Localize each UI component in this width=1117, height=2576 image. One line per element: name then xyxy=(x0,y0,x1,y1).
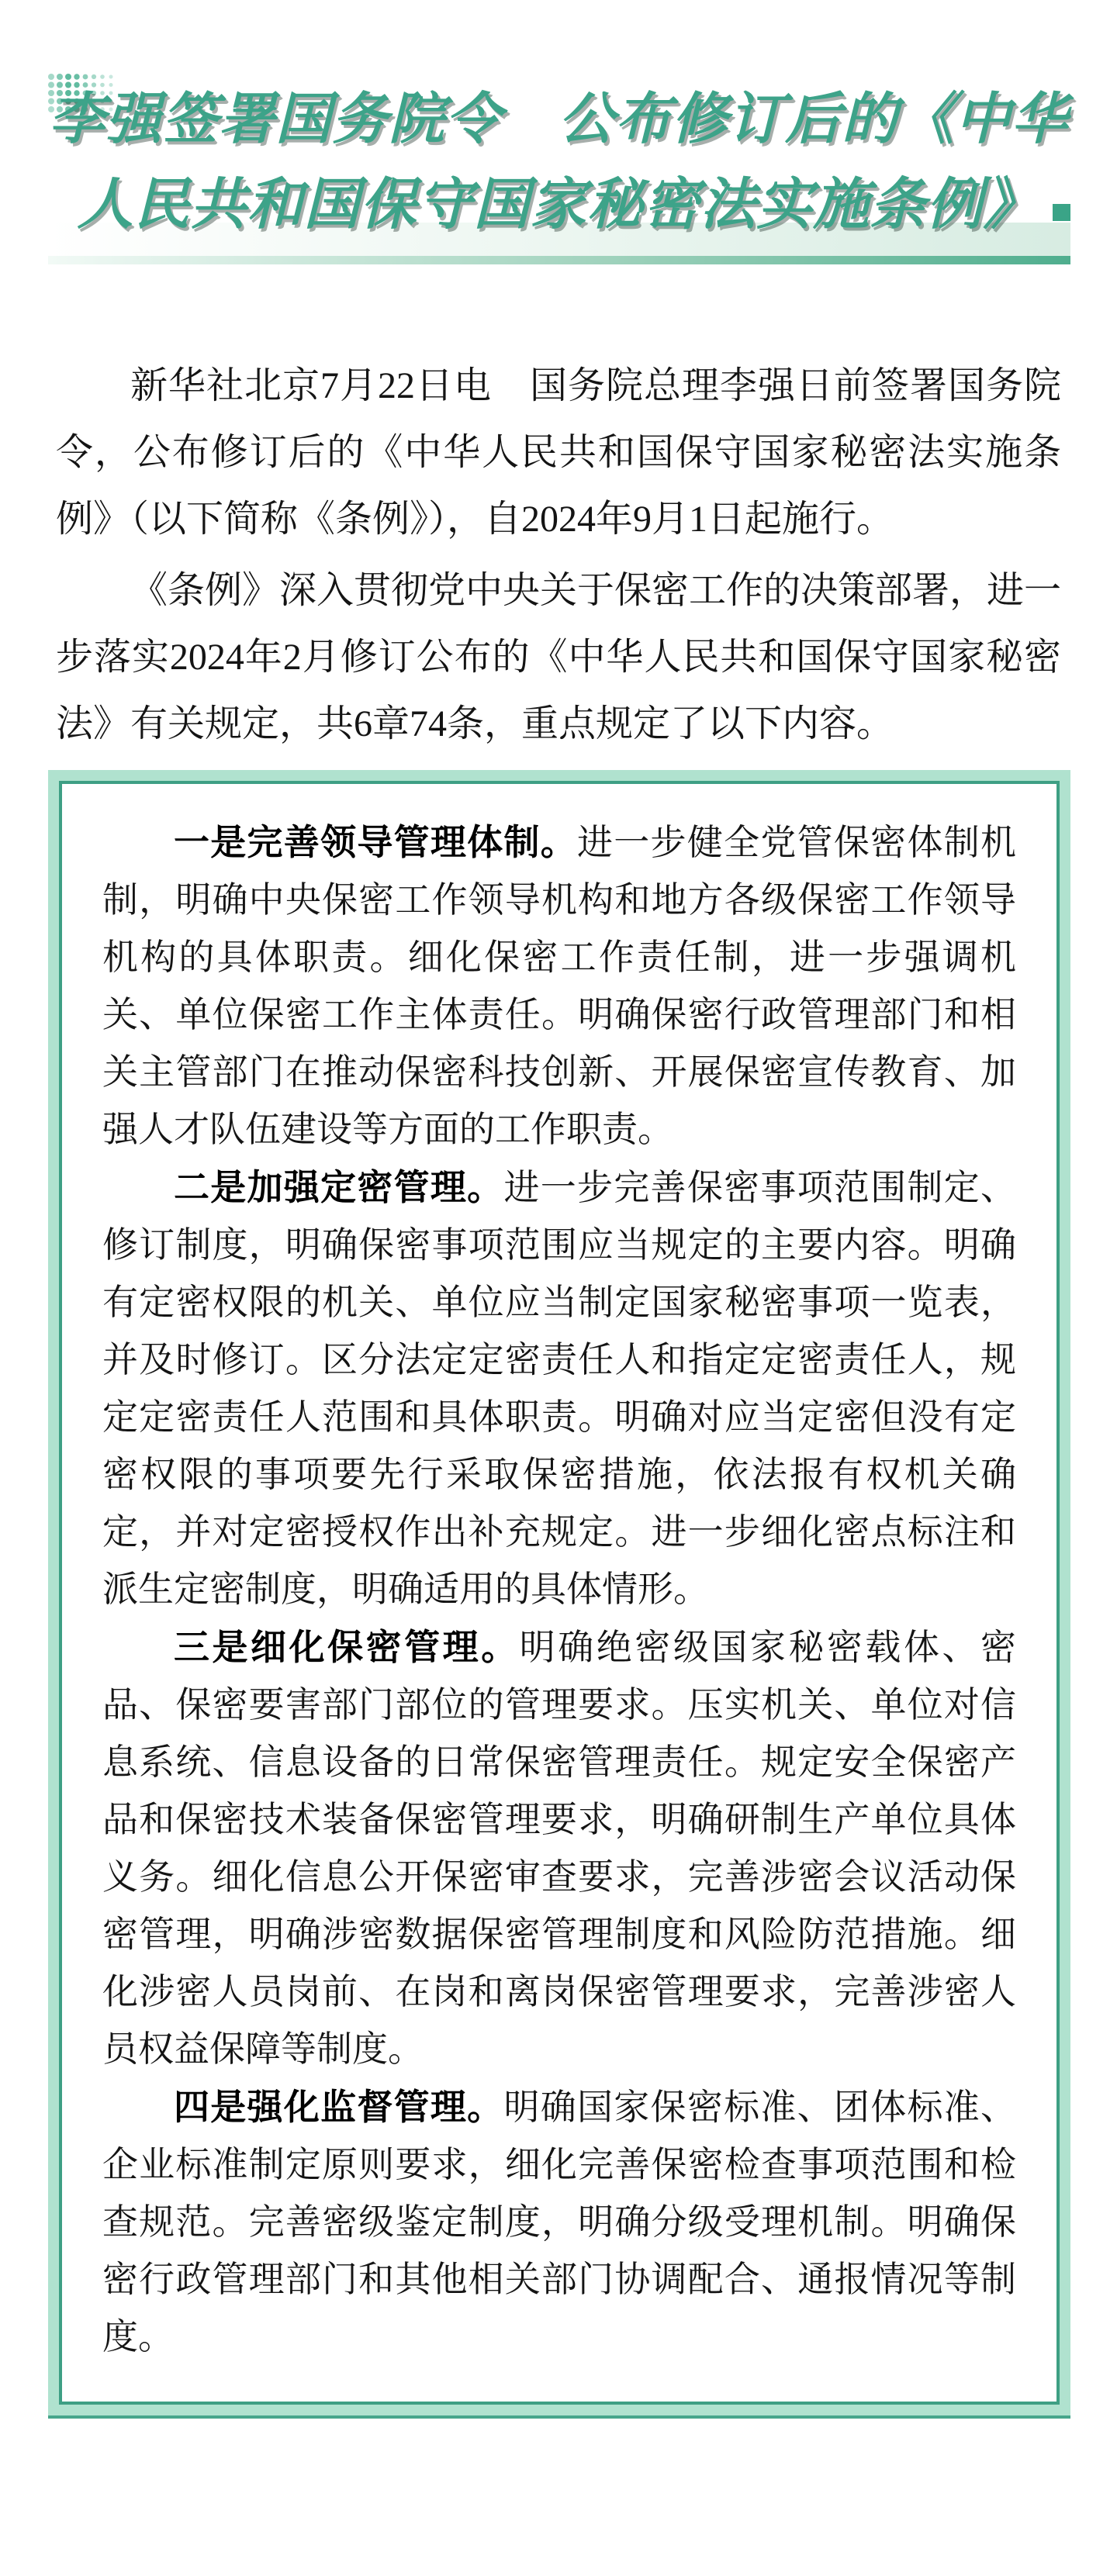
page-title-line-1: 李强签署国务院令 公布修订后的《中华 xyxy=(48,85,1068,151)
article-body xyxy=(56,353,1061,2419)
box-section-3 xyxy=(102,1618,1016,2078)
page-title-line-2: 人民共和国保守国家秘密法实施条例》 xyxy=(77,171,1040,237)
box-section-2 xyxy=(102,1159,1016,1618)
highlight-box xyxy=(48,770,1070,2419)
box-section-4-text: 明确国家保密标准、团体标准、企业标准制定原则要求，细化完善保密检查事项范围和检查规范。完善密级鉴定制度，明确分级受理机制。明确保密行政管理部门和其他相关部门协调配合、通报情况等制度。 xyxy=(102,2087,1017,2357)
page-title xyxy=(0,76,1117,247)
box-section-4 xyxy=(102,2078,1016,2366)
box-section-4-lead: 四是强化监督管理。 xyxy=(174,2087,504,2127)
title-gradient-strip xyxy=(48,256,1070,264)
box-section-1-text: 进一步健全党管保密体制机制，明确中央保密工作领导机构和地方各级保密工作领导机构的具体职责。细化保密工作责任制，进一步强调机关、单位保密工作主体责任。明确保密行政管理部门和相关主管部门在推动保密科技创新、开展保密宣传教育、加强人才队伍建设等方面的工作职责。 xyxy=(102,823,1017,1149)
intro-paragraph-1: 新华社北京7月22日电 国务院总理李强日前签署国务院令，公布修订后的《中华人民共和国保守国家秘密法实施条例》（以下简称《条例》），自2024年9月1日起施行。 xyxy=(56,365,1061,540)
highlight-box-content xyxy=(59,781,1060,2405)
box-section-3-text: 明确绝密级国家秘密载体、密品、保密要害部门部位的管理要求。压实机关、单位对信息系统、信息设备的日常保密管理责任。规定安全保密产品和保密技术装备保密管理要求，明确研制生产单位具体义务。细化信息公开保密审查要求，完善涉密会议活动保密管理，明确涉密数据保密管理制度和风险防范措施。细化涉密人员岗前、在岗和离岗保密管理要求，完善涉密人员权益保障等制度。 xyxy=(102,1628,1017,2069)
accent-square xyxy=(1053,204,1070,221)
box-section-2-text: 进一步完善保密事项范围制定、修订制度，明确保密事项范围应当规定的主要内容。明确有定密权限的机关、单位应当制定国家秘密事项一览表，并及时修订。区分法定定密责任人和指定定密责任人，规定定密责任人范围和具体职责。明确对应当定密但没有定密权限的事项要先行采取保密措施，依法报有权机关确定，并对定密授权作出补充规定。进一步细化密点标注和派生定密制度，明确适用的具体情形。 xyxy=(102,1168,1017,1609)
box-section-1 xyxy=(102,813,1016,1159)
box-section-1-lead: 一是完善领导管理体制。 xyxy=(174,822,577,862)
box-section-2-lead: 二是加强定密管理。 xyxy=(174,1167,504,1207)
intro-paragraph-2: 《条例》深入贯彻党中央关于保密工作的决策部署，进一步落实2024年2月修订公布的《中华人民共和国保守国家秘密法》有关规定，共6章74条，重点规定了以下内容。 xyxy=(56,570,1062,744)
box-section-3-lead: 三是细化保密管理。 xyxy=(174,1627,520,1667)
title-banner xyxy=(0,0,1117,264)
